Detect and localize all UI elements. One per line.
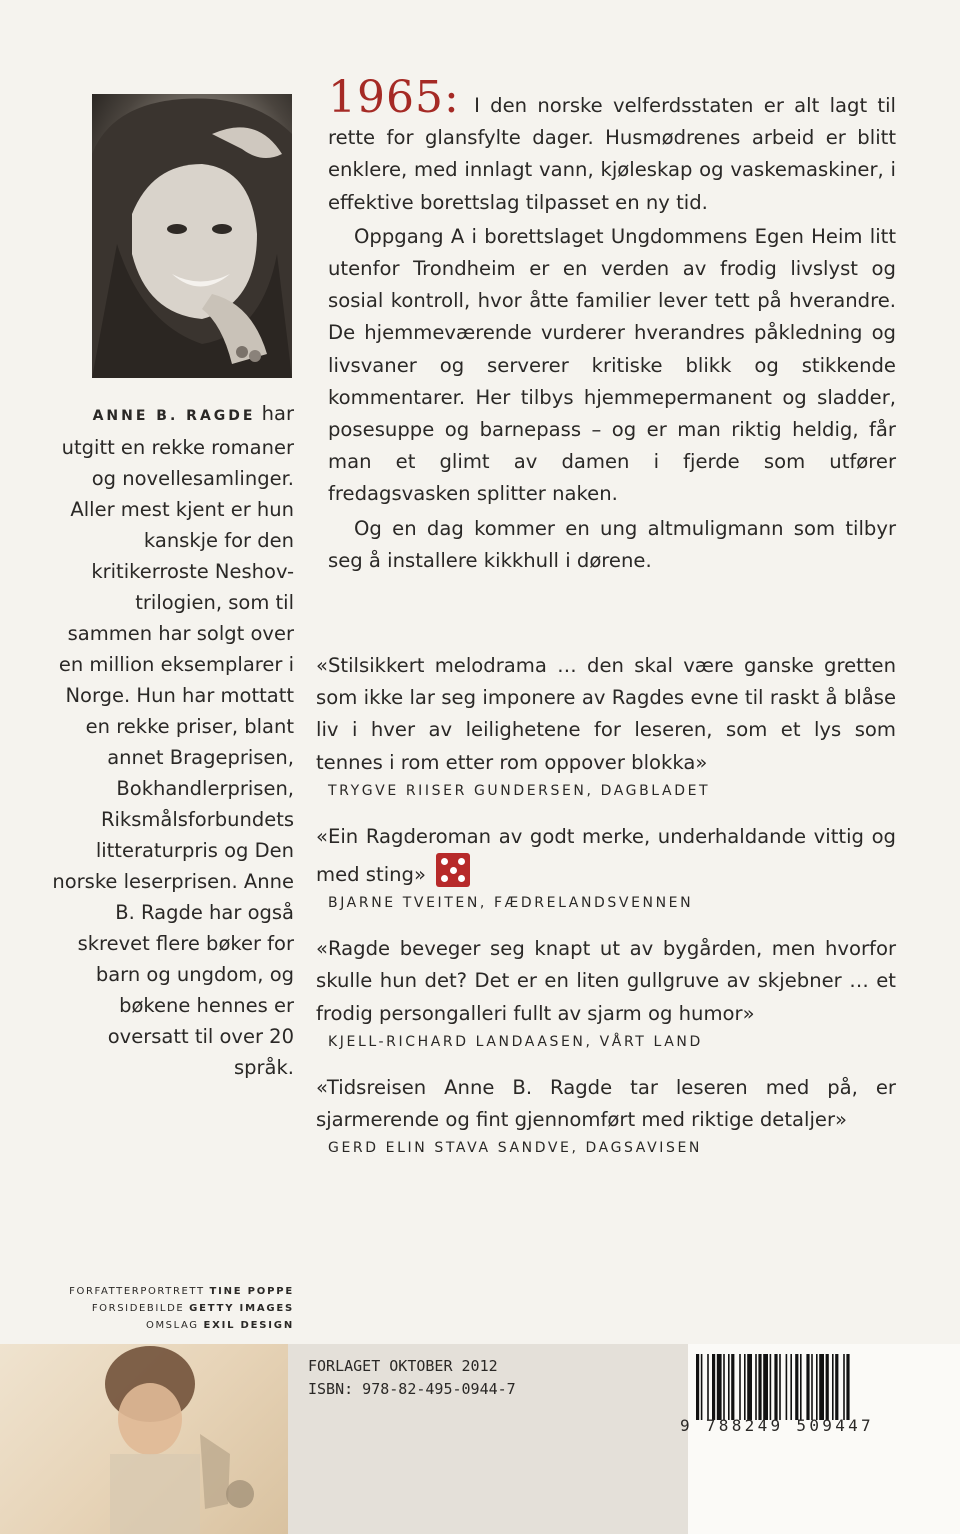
author-bio-text: har utgitt en rekke romaner og novellesamlinger. Aller mest kjent er hun kanskje for den kritikerroste Neshov-trilogien, som til sammen har solgt over en million eksemplarer i Norge. Hun har mottatt en rekke priser, blant annet Brageprisen, Bokhandlerprisen, Riksmålsforbundets litteraturpris og Den norske leserprisen. Anne B. Ragde har også skrevet flere bøker for barn og ungdom, og bøkene hennes er oversatt til over 20 språk. xyxy=(52,402,294,1079)
barcode-number: 9 788249 509447 xyxy=(680,1416,874,1435)
barcode-bar xyxy=(707,1354,709,1420)
barcode-area xyxy=(688,1344,960,1534)
barcode-bar xyxy=(763,1354,768,1420)
blurb-paragraph-3: Og en dag kommer en ung altmuligmann som tilbyr seg å installere kikkhull i dørene. xyxy=(328,516,896,572)
blurb-paragraph-1: 1965: I den norske velferdsstaten er alt lagt til rette for glansfylte dager. Husmødrenes arbeid er blitt enklere, med innlagt vann, kjøleskap og vaskemaskiner, i effektive borettslag tilpasset en ny tid. xyxy=(328,72,896,214)
dice-rating-icon xyxy=(436,853,470,887)
barcode-bar xyxy=(747,1354,752,1420)
barcode-bar xyxy=(701,1354,703,1420)
review-quotes xyxy=(316,650,896,1178)
barcode-bar xyxy=(786,1354,788,1420)
quote-text: «Stilsikkert melodrama … den skal være ganske gretten som ikke lar seg imponere av Ragdes evne til raskt å blåse liv i hver av leilighetene for leseren, som et lys som tennes i rom etter rom oppover blokka» xyxy=(316,654,896,774)
barcode-bar xyxy=(832,1354,834,1420)
author-portrait xyxy=(92,94,292,378)
barcode-bar xyxy=(712,1354,715,1420)
barcode-bar xyxy=(770,1354,772,1420)
barcode-bar xyxy=(819,1354,824,1420)
barcode-bar xyxy=(795,1354,798,1420)
quote-source: GERD ELIN STAVA SANDVE, DAGSAVISEN xyxy=(328,1140,702,1157)
quote-source: KJELL-RICHARD LANDAASEN, VÅRT LAND xyxy=(328,1033,703,1050)
publisher-line: FORLAGET OKTOBER 2012 xyxy=(308,1357,498,1375)
blurb-paragraph-2: Oppgang A i borettslaget Ungdommens Egen Heim litt utenfor Trondheim er en verden av frodig livslyst og sosial kontroll, hvor åtte familier lever tett på hverandre. De hjemmeværende vurderer hverandres påkledning og livsvaner og serverer kritiske blikk og stikkende kommentarer. Her tilbys hjemmepermanent og sladder, posesuppe og barnepass – og er man riktig heldig, får man et glimt av damen i fjerde som utfører fredagsvasken splitter naken. xyxy=(328,224,896,506)
barcode-bar xyxy=(774,1354,777,1420)
dice-pip xyxy=(441,858,448,865)
barcode-bar xyxy=(779,1354,781,1420)
barcode-bar xyxy=(739,1354,741,1420)
dice-pip xyxy=(450,867,457,874)
barcode-bar xyxy=(728,1354,730,1420)
barcode-bar xyxy=(744,1354,746,1420)
credits xyxy=(40,1283,294,1334)
quote-text: «Ragde beveger seg knapt ut av bygården, men hvorfor skulle hun det? Det er en liten gullgruve av skjebner … et frodig persongalleri fullt av sjarm og humor» xyxy=(316,937,896,1025)
dice-pip xyxy=(441,875,448,882)
publication-info xyxy=(308,1355,516,1401)
barcode-bar xyxy=(826,1354,829,1420)
quote-text: «Tidsreisen Anne B. Ragde tar leseren med på, er sjarmerende og fint gjennomført med riktige detaljer» xyxy=(316,1075,896,1132)
vintage-photo-strip xyxy=(0,1344,288,1534)
review-quote xyxy=(316,1072,896,1160)
barcode-bar xyxy=(717,1354,722,1420)
review-quote xyxy=(316,821,896,915)
quote-text: «Ein Ragderoman av godt merke, underhaldande vittig og med sting» xyxy=(316,824,896,887)
barcode-bar xyxy=(758,1354,761,1420)
dice-pip xyxy=(458,858,465,865)
isbn-line: ISBN: 978-82-495-0944-7 xyxy=(308,1380,516,1398)
author-bio xyxy=(50,398,294,1083)
credit-line: FORSIDEBILDE GETTY IMAGES xyxy=(91,1303,294,1314)
quote-text-with-rating xyxy=(316,821,896,891)
barcode-bar xyxy=(843,1354,845,1420)
quote-source: BJARNE TVEITEN, FÆDRELANDSVENNEN xyxy=(328,895,694,912)
credit-line: FORFATTERPORTRETT TINE POPPE xyxy=(69,1286,294,1297)
barcode-bar xyxy=(755,1354,757,1420)
barcode-bar xyxy=(731,1354,734,1420)
barcode-bar xyxy=(696,1354,699,1420)
barcode-bar xyxy=(811,1354,813,1420)
barcode-bar xyxy=(835,1354,838,1420)
barcode-bar xyxy=(800,1354,802,1420)
blurb xyxy=(328,72,896,577)
barcode-bar xyxy=(806,1354,809,1420)
review-quote xyxy=(316,933,896,1054)
barcode-bar xyxy=(816,1354,818,1420)
dice-pip xyxy=(458,875,465,882)
barcode-bar xyxy=(790,1354,792,1420)
quote-source: TRYGVE RIISER GUNDERSEN, DAGBLADET xyxy=(328,782,711,799)
author-name: ANNE B. RAGDE xyxy=(92,408,256,424)
portrait-image xyxy=(92,94,292,378)
vintage-illustration xyxy=(0,1344,288,1534)
barcode-bar xyxy=(846,1354,849,1420)
barcode-bar xyxy=(723,1354,725,1420)
review-quote xyxy=(316,650,896,803)
year-heading: 1965: xyxy=(328,72,460,123)
credit-line: OMSLAG EXIL DESIGN xyxy=(145,1320,294,1331)
